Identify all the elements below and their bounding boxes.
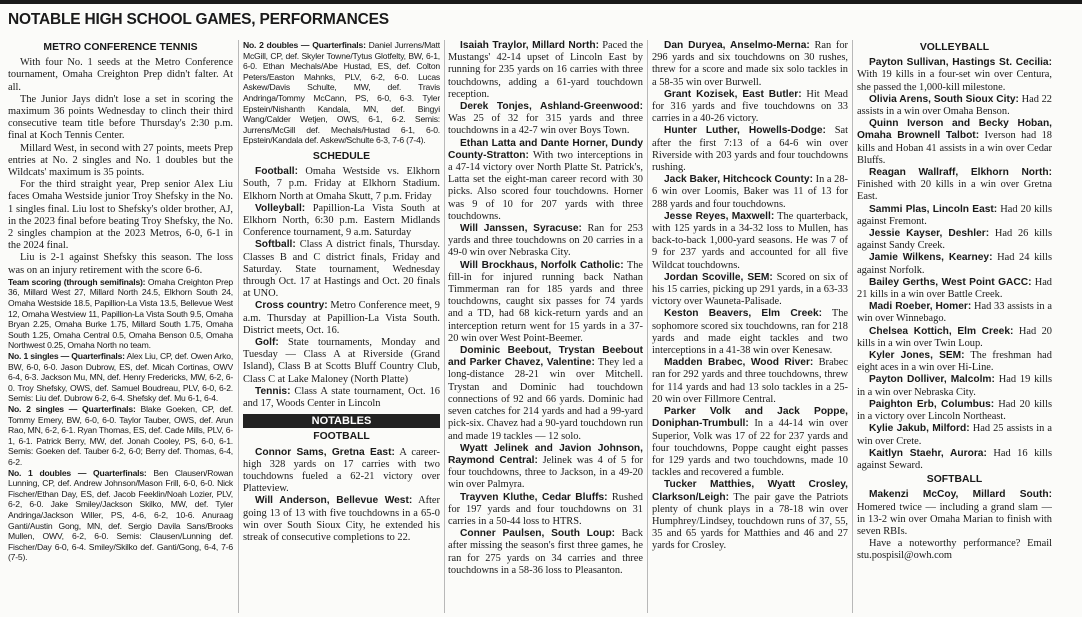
notable-item: [652, 479, 848, 552]
result-text: Daniel Jurrens/Matt McGill, CP, def. Skyler Towne/Tytus Glotfelty, BW, 6-1, 6-0. Ethan Mechals/Abe Hustad, ES, def. Colton Peters/Easton Mahnks, PLV, 6-2, 6-0. Lucas Askew/Davis Schulte, MW, def. Travis Andringa/Tommy McCann, PS, 6-0, 6-3. Tyler Epstein/Nishanth Kandala, MN, def. Bingyi Wang/Calder Wetjen, OWS, 6-1, 6-2. Semis: Jurrens/McGill def. Mechals/Hustad 6-1, 6-0. Epstein/Kandala def. Askew/Schulte 6-3, 7-6 (7-4).: [243, 40, 440, 146]
notable-item: [857, 204, 1052, 228]
notable-name: Wyatt Jelinek and Javion Johnson, Raymond Central:: [448, 442, 643, 466]
metro-paragraph: Millard West, in second with 27 points, meets Prep entries at No. 2 singles and No. 1 doubles but the Wildcats' maximum is 35 points.: [8, 142, 233, 179]
schedule-label: Volleyball:: [255, 202, 306, 214]
notable-name: Grant Kozisek, East Butler:: [664, 88, 802, 100]
notable-text: They led a long-distance 28-21 win over Mitchell. Trystan and Dominic had touchdown connections of 92 and 66 yards. Dominic had seven catches for 214 yards and had a 99-yard pick-six. Chavez had a 90-yard touchdown run and made 19 tackles — 12 solo.: [448, 357, 643, 442]
column-rule: [852, 40, 853, 613]
notable-name: Kylie Jakub, Milford:: [869, 423, 970, 435]
schedule-text: Class A district finals, Thursday. Classes B and C district finals, Friday and Saturday. State tournament, Wednesday through Oct. 17 at Hastings and Oct. 20 finals at UNO.: [243, 239, 440, 300]
notable-text: Sat after the first 7:13 of a 64-6 win over Riverside with 203 yards and four touchdowns rushing.: [652, 125, 848, 174]
notable-text: Had 22 assists in a win over Omaha Benson.: [857, 93, 1052, 118]
notable-item: [652, 308, 848, 357]
metro-heading: METRO CONFERENCE TENNIS: [43, 42, 198, 53]
notable-item: [857, 94, 1052, 118]
notable-text: The sophomore scored six touchdowns, ran for 218 yards and made eight tackles and two interceptions in a 41-38 win over Kenesaw.: [652, 308, 848, 357]
notable-item: [652, 89, 848, 126]
schedule-label: Golf:: [255, 336, 279, 348]
notable-name: Sammi Plas, Lincoln East:: [869, 203, 998, 215]
closing-note: Have a noteworthy performance? Email stu.pospisil@owh.com: [857, 538, 1052, 562]
page-headline: NOTABLE HIGH SCHOOL GAMES, PERFORMANCES: [8, 11, 389, 28]
notable-item: [857, 118, 1052, 167]
schedule-item: [243, 239, 440, 300]
notable-text: Back after missing the season's first three games, he ran for 275 yards on 34 carries and three touchdowns in a 58-36 loss to Pleasanton.: [448, 528, 643, 576]
notable-item: [857, 301, 1052, 325]
notable-item: [857, 277, 1052, 301]
column-4: [652, 40, 848, 615]
column-5: [857, 40, 1052, 615]
notable-item: [448, 138, 643, 223]
result-label: Team scoring (through semifinals):: [8, 276, 146, 287]
notable-item: [448, 492, 643, 529]
notable-text: In a 44-14 win over Superior, Volk was 17 of 22 for 237 yards and four touchdowns, Poppe caught eight passes for 129 yards and two touchdowns, made 10 tackles and recovered a fumble.: [652, 418, 848, 479]
notable-name: Tucker Matthies, Wyatt Crosley, Clarkson/Leigh:: [652, 479, 848, 503]
schedule-text: Omaha Westside vs. Elkhorn South, 7 p.m. Friday at Elkhorn Stadium. Elkhorn North at Omaha Skutt, 7 p.m. Friday: [243, 166, 440, 202]
result-entry: [8, 277, 233, 351]
schedule-text: Class A state tournament, Oct. 16 and 17, Woods Center in Lincoln: [243, 385, 440, 409]
notable-name: Jessie Kayser, Deshler:: [869, 228, 990, 240]
notable-text: Had 26 kills against Sandy Creek.: [857, 228, 1052, 252]
notable-name: Keston Beavers, Elm Creek:: [664, 308, 823, 320]
notable-text: Scored on six of his 15 carries, picking up 291 yards, in a 63-33 victory over Wauneta-Palisade.: [652, 271, 848, 308]
notable-name: Bailey Gerths, West Point GACC:: [869, 276, 1032, 288]
column-3: [448, 40, 643, 615]
notable-text: Had 20 kills against Fremont.: [857, 203, 1052, 227]
notable-item: [448, 40, 643, 101]
notable-name: Paighton Erb, Columbus:: [869, 398, 995, 410]
column-rule: [444, 40, 445, 613]
schedule-label: Cross country:: [255, 300, 328, 312]
notable-text: Ran for 253 yards and three touchdowns on 20 carries in a 49-0 win over Nebraska City.: [448, 223, 643, 259]
notable-name: Ethan Latta and Dante Horner, Dundy County-Stratton:: [448, 137, 643, 161]
notable-item: [652, 174, 848, 211]
notable-item: [857, 350, 1052, 374]
notable-name: Connor Sams, Gretna East:: [255, 446, 395, 458]
notable-item: [857, 326, 1052, 350]
softball-heading: SOFTBALL: [926, 474, 983, 486]
notable-text: Had 25 assists in a win over Crete.: [857, 423, 1052, 447]
notable-text: Had 21 kills in a win over Battle Creek.: [857, 276, 1052, 301]
notable-item: [448, 223, 643, 260]
notable-item: [652, 406, 848, 479]
notable-name: Jack Baker, Hitchcock County:: [664, 174, 813, 186]
notable-text: Hit Mead for 316 yards and five touchdowns on 33 carries in a 40-26 victory.: [652, 88, 848, 125]
schedule-item: [243, 203, 440, 240]
metro-paragraph: The Junior Jays didn't lose a set in scoring the maximum 36 points Wednesday to clinch their third consecutive team title before Thursday's 2:30 p.m. final at Koch Tennis Center.: [8, 93, 233, 142]
notable-name: Trayven Kluthe, Cedar Bluffs:: [460, 491, 608, 503]
notable-name: Will Janssen, Syracuse:: [460, 223, 582, 235]
notable-item: [448, 528, 643, 577]
notable-text: The quarterback, with 125 yards in a 34-32 loss to Mullen, has back-to-back 1,000-yard seasons. He was 7 of 9 for 237 yards and accounted for all five Wildcat touchdowns.: [652, 210, 848, 271]
notable-text: Was 25 of 32 for 315 yards and three touchdowns in a 42-7 win over Boys Town.: [448, 113, 643, 137]
schedule-label: Softball:: [255, 239, 296, 251]
notable-item: [857, 423, 1052, 447]
notable-text: Ran for 296 yards and six touchdowns on 30 rushes, threw for a score and made six solo tackles in a 58-35 win over Burwell.: [652, 40, 848, 88]
notable-name: Isaiah Traylor, Millard North:: [460, 40, 599, 51]
metro-paragraph: Liu is 2-1 against Shefsky this season. The loss was on an injury retirement with the score 6-6.: [8, 252, 233, 276]
notable-name: Jamie Wilkens, Kearney:: [869, 252, 993, 264]
result-entry: [243, 40, 440, 146]
schedule-text: State tournaments, Monday and Tuesday — Class A at Riverside (Grand Island), Class B at Scotts Bluff Country Club, Class C at Lake Maloney (North Platte): [243, 336, 440, 385]
schedule-label: Football:: [255, 166, 299, 178]
football-heading: FOOTBALL: [313, 431, 370, 443]
notable-name: Kyler Jones, SEM:: [869, 350, 965, 362]
notable-item: [857, 374, 1052, 398]
result-text: Ben Clausen/Rowan Lunning, CP, def. Andrew Johnson/Mason Frill, 6-0, 6-0. Nick Fischer/Ethan Day, ES, def. Jacob Feeklin/Noah Lozier, PLV, 6-2, 6-0. Jake Smiley/Jackson Skilko, MW, def. Tyler Andringa/Jackson Willer, PS, 4-6, 6-2, 10-6. Anuraag Ganti/Austin Gong, MN, def. Sergio Davila Sans/Brooks Mullen, OWV, 6-2, 6-0. Semis: Clausen/Lunning def. Fischer/Day 6-0, 6-4. Smiley/Skilko def. Ganti/Gong, 6-4, 7-6 (7-5).: [8, 467, 233, 563]
notable-name: Jesse Reyes, Maxwell:: [664, 210, 775, 222]
notable-item: [857, 167, 1052, 204]
notable-name: Olivia Arens, South Sioux City:: [869, 93, 1019, 105]
result-entry: [8, 351, 233, 404]
notable-item: [857, 399, 1052, 423]
notable-text: The pair gave the Patriots plenty of chunk plays in a 78-18 win over Humphrey/Lindsey, touchdown runs of 37, 55, 35 and 65 yards for Matthies and 46 and 27 yards for Crosley.: [652, 491, 848, 552]
notable-name: Will Anderson, Bellevue West:: [255, 495, 413, 507]
notable-text: Finished with 20 kills in a win over Gretna East.: [857, 179, 1052, 203]
notable-text: A career-high 328 yards on 17 carries with two touchdowns fueled a 62-21 victory over Platteview.: [243, 446, 440, 495]
metro-paragraph: With four No. 1 seeds at the Metro Conference tournament, Omaha Creighton Prep didn't falter. At all.: [8, 57, 233, 93]
notable-name: Quinn Iverson and Becky Hoban, Omaha Brownell Talbot:: [857, 118, 1052, 142]
notable-item: [448, 345, 643, 443]
notable-item: [448, 260, 643, 345]
notable-item: [652, 357, 848, 406]
notable-item: [243, 447, 440, 496]
notable-item: [652, 211, 848, 272]
notable-text: Brabec ran for 292 yards and three touchdowns, threw for 114 yards and had 13 solo tackles in a 25-20 win over Fillmore Central.: [652, 357, 848, 405]
schedule-text: Metro Conference meet, 9 a.m. Thursday at Papillion-La Vista South. District meets, Oct. 16.: [243, 300, 440, 336]
notable-name: Will Brockhaus, Norfolk Catholic:: [460, 259, 624, 271]
notable-text: The fill-in for injured running back Nathan Timmerman ran for 185 yards and three touchdowns, caught six passes for 74 yards and a TD, had 68 kick-return yards and an interception return went for 15 yards in a 37-20 win over West Point-Beemer.: [448, 259, 643, 344]
notable-text: Jelinek was 4 of 5 for four touchdowns, three to Jackson, in a 49-20 win over Palmyra.: [448, 454, 643, 491]
result-text: Blake Goeken, CP, def. Tommy Emery, BW, 6-0, 6-0. Taylor Tauber, OWS, def. Arun Rao, MN, 6-2, 6-1. Ryan Thomas, ES, def. Cade Mills, PLV, 6-1, 6-1. Patrick Berry, MW, def. Jonah Cooley, PS, 6-0, 6-1. Semis: Goeken def. Tauber 6-2, 6-0; Berry def. Thomas, 6-4, 6-2.: [8, 403, 233, 467]
result-label: No. 2 singles — Quarterfinals:: [8, 403, 136, 414]
notable-text: Had 20 kills in a victory over Lincoln Northeast.: [857, 398, 1052, 423]
schedule-item: [243, 300, 440, 337]
schedule-item: [243, 386, 440, 410]
notable-text: Iverson had 18 kills and Hoban 41 assists in a win over Cedar Bluffs.: [857, 130, 1052, 166]
notable-item: [857, 489, 1052, 538]
column-2: [243, 40, 440, 615]
notable-text: Paced the Mustangs' 42-14 upset of Lincoln East by running for 235 yards on 16 carries with three touchdowns, adding a 61-yard touchdown reception.: [448, 40, 643, 100]
notable-name: Payton Sullivan, Hastings St. Cecilia:: [869, 57, 1052, 69]
notables-banner: NOTABLES: [243, 414, 440, 428]
notable-name: Madden Brabec, Wood River:: [664, 357, 814, 369]
notable-name: Derek Tonjes, Ashland-Greenwood:: [460, 101, 643, 113]
notable-name: Dan Duryea, Anselmo-Merna:: [664, 40, 810, 51]
notable-name: Chelsea Kottich, Elm Creek:: [869, 325, 1014, 337]
notable-text: Rushed for 197 yards and four touchdowns on 31 carries in a 50-44 loss to HTRS.: [448, 491, 643, 527]
notable-text: Had 19 kills in a win over Nebraska City.: [857, 374, 1052, 398]
volleyball-heading: VOLLEYBALL: [919, 42, 990, 53]
result-text: Omaha Creighton Prep 36, Millard West 27, Millard North 24.5, Elkhorn South 24, Omaha Westside 18.5, Papillion-La Vista 13.5, Bellevue West 12, Omaha Westview 11, Papillion-La Vista South 9.5, Omaha Bryan 2.25, Omaha Burke 1.75, Millard South 1.75, Omaha South 1.25, Omaha Central 0.5, Omaha Benson 0.5, Omaha Northwest 0.25, Omaha North no team.: [8, 276, 233, 351]
notable-name: Dominic Beebout, Trystan Beebout and Parker Chavez, Valentine:: [448, 345, 643, 369]
notable-text: With 19 kills in a four-set win over Centura, she passed the 1,000-kill milestone.: [857, 69, 1052, 93]
notable-name: Kaitlyn Staehr, Aurora:: [869, 447, 987, 459]
result-label: No. 1 doubles — Quarterfinals:: [8, 467, 147, 478]
result-label: No. 2 doubles — Quarterfinals:: [243, 40, 366, 50]
notable-item: [448, 101, 643, 138]
metro-paragraph: For the third straight year, Prep senior Alex Liu faces Omaha Westside junior Troy Shefsky in the No. 1 singles final. Liu lost to Shefsky's older brother, AJ, in the 2023 final before beating Troy Shefsky, the No. 2 singles champion at the 2023 Metros, 6-0, 6-1 in the 2024 final.: [8, 179, 233, 252]
notable-name: Hunter Luther, Howells-Dodge:: [664, 125, 826, 137]
result-text: Alex Liu, CP, def. Owen Arko, BW, 6-0, 6-0. Jason Dubrow, ES, def. Micah Cortinas, OWV 6-4, 6-3. Jackson Mu, MN, def. Henry Fredericks, MW, 6-2, 6-0. Troy Shefsky, OWS, def. Samuel Boudreau, PLV, 6-0, 6-2. Semis: Liu def. Dubrow 6-2, 6-4. Shefsky def. Mu 6-1, 6-4.: [8, 351, 233, 404]
notable-text: Had 33 assists in a win over Winnebago.: [857, 301, 1052, 325]
notable-item: [857, 57, 1052, 94]
notable-name: Parker Volk and Jack Poppe, Doniphan-Trumbull:: [652, 406, 848, 430]
column-rule: [647, 40, 648, 613]
top-rule: [0, 0, 1082, 4]
result-label: No. 1 singles — Quarterfinals:: [8, 351, 125, 362]
notable-name: Makenzi McCoy, Millard South:: [869, 489, 1052, 501]
notable-item: [652, 272, 848, 309]
schedule-item: [243, 337, 440, 386]
notable-item: [857, 228, 1052, 252]
notable-item: [652, 125, 848, 174]
notable-text: Had 20 kills in a win over Twin Loup.: [857, 325, 1052, 349]
column-1: [8, 40, 233, 615]
result-entry: [8, 468, 233, 563]
notable-text: Had 16 kills against Seward.: [857, 447, 1052, 471]
notable-item: [243, 495, 440, 544]
notable-text: With two interceptions in a 47-14 victory over North Platte St. Patrick's, Latta set the eight-man career record with 30 picks. Also scored four touchdowns. Horner was 9 of 10 for 207 yards with three touchdowns.: [448, 149, 643, 222]
notable-text: Homered twice — including a grand slam — in 13-2 win over Omaha Marian to finish with seven RBIs.: [857, 501, 1052, 537]
notable-text: After going 13 of 13 with five touchdowns in a 65-0 win over South Sioux City, he extended his streak of consecutive completions to 22.: [243, 495, 440, 544]
notable-item: [857, 448, 1052, 472]
schedule-heading: SCHEDULE: [312, 150, 371, 162]
column-rule: [238, 40, 239, 613]
notable-item: [652, 40, 848, 89]
notable-name: Payton Dolliver, Malcolm:: [869, 374, 995, 386]
result-entry: [8, 404, 233, 468]
notable-name: Jordan Scoville, SEM:: [664, 271, 773, 283]
notable-text: Had 24 kills against Norfolk.: [857, 252, 1052, 276]
schedule-label: Tennis:: [255, 385, 291, 397]
notable-item: [448, 443, 643, 492]
notable-name: Reagan Wallraff, Elkhorn North:: [869, 167, 1052, 179]
notable-name: Conner Paulsen, South Loup:: [460, 528, 616, 540]
notable-text: In a 28-6 win over Loomis, Baker was 11 of 13 for 288 yards and four touchdowns.: [652, 174, 848, 210]
notable-item: [857, 252, 1052, 276]
notable-name: Madi Roeber, Homer:: [869, 301, 972, 313]
notable-text: The freshman had eight aces in a win over Hi-Line.: [857, 350, 1052, 374]
schedule-item: [243, 166, 440, 203]
schedule-text: Papillion-La Vista South at Elkhorn North, 6:30 p.m. Eastern Midlands Conference tournament, 9 a.m. Saturday: [243, 202, 440, 239]
